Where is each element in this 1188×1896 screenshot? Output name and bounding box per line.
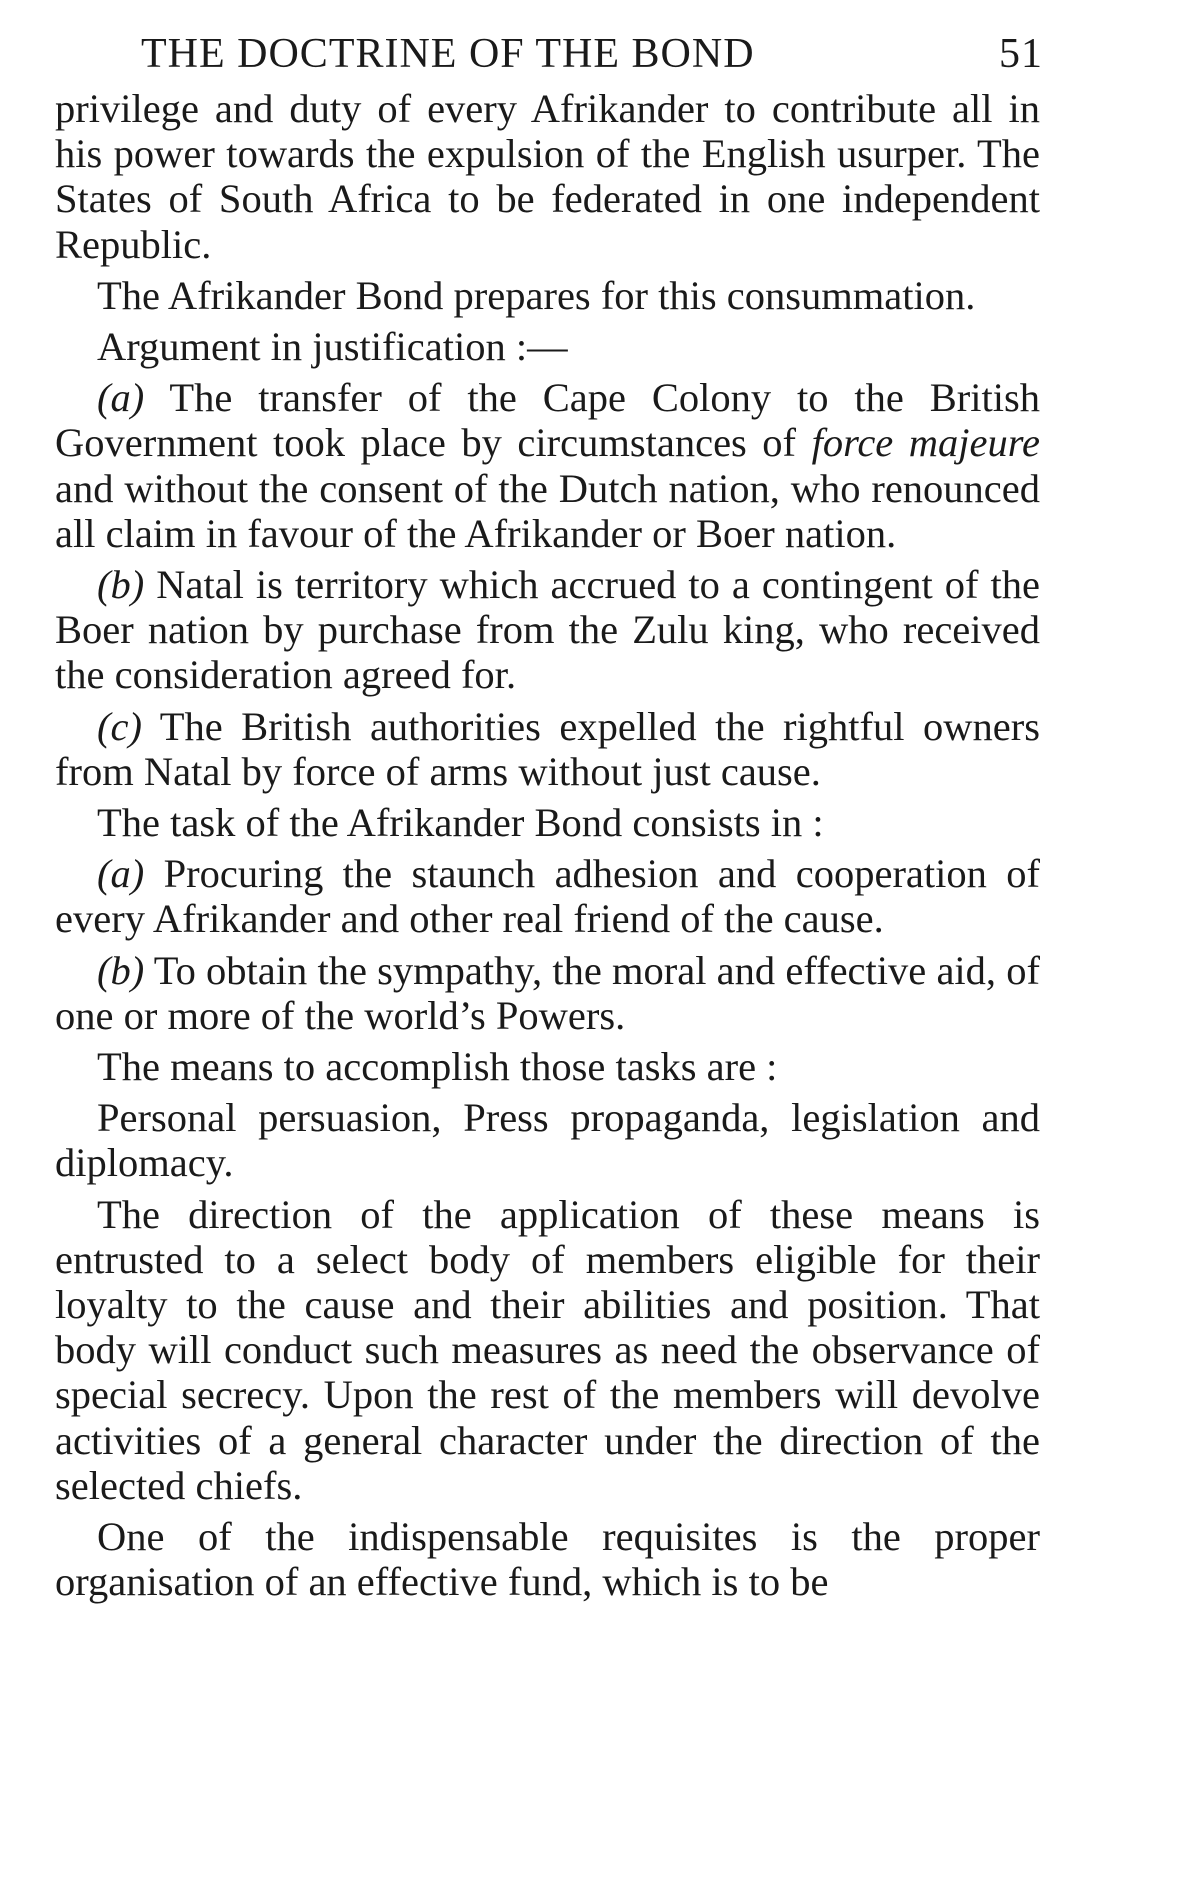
item-marker: (b) xyxy=(97,947,145,993)
argument-item-c xyxy=(55,704,1040,794)
task-item-a xyxy=(55,851,1040,941)
task-item-b xyxy=(55,948,1040,1038)
paragraph-direction: The direction of the application of these means is entrusted to a select body of members eligible for their loyalty to the cause and their abilities and position. That body will conduct such measures as need the observance of special secrecy. Upon the rest of the members will devolve activities of a general character under the direction of the selected chiefs. xyxy=(55,1191,1040,1508)
paragraph-task-intro: The task of the Afrikander Bond consists in : xyxy=(97,800,824,846)
task-a-text: Procuring the staunch adhesion and cooperation of every Afrikander and other real friend of the cause. xyxy=(55,851,1040,942)
running-title: THE DOCTRINE OF THE BOND xyxy=(141,31,755,77)
paragraph-means-intro: The means to accomplish those tasks are : xyxy=(97,1044,778,1090)
argument-b-text: Natal is territory which accrued to a contingent of the Boer nation by purchase from the Zulu king, who received the consideration agreed for. xyxy=(55,562,1040,698)
page-number: 51 xyxy=(999,31,1043,77)
body-text xyxy=(55,86,1040,1605)
paragraph-prepares: The Afrikander Bond prepares for this consummation. xyxy=(97,272,976,318)
running-head xyxy=(55,30,1043,86)
paragraph-argument-intro: Argument in justification :— xyxy=(97,324,568,370)
argument-a-text-after: and without the consent of the Dutch nation, who renounced all claim in favour of the Afrikander or Boer nation. xyxy=(55,465,1040,556)
italic-phrase: force majeure xyxy=(811,420,1040,466)
argument-item-a xyxy=(55,375,1040,556)
book-page xyxy=(55,30,1043,1611)
task-b-text: To obtain the sympathy, the moral and effective aid, of one or more of the world’s Powers. xyxy=(55,947,1040,1038)
item-marker: (c) xyxy=(97,703,142,749)
argument-item-b xyxy=(55,562,1040,698)
item-marker: (b) xyxy=(97,562,145,608)
item-marker: (a) xyxy=(97,851,145,897)
paragraph-continuation: privilege and duty of every Afrikander to contribute all in his power towards the expulsion of the English usurper. The States of South Africa to be federated in one independent Republic. xyxy=(55,86,1040,267)
argument-c-text: The British authorities expelled the rightful owners from Natal by force of arms without just cause. xyxy=(55,703,1040,794)
argument-a-text-before: The transfer of the Cape Colony to the British Government took place by circumstances of xyxy=(55,375,1040,466)
paragraph-fund: One of the indispensable requisites is the proper organisation of an effective fund, which is to be xyxy=(55,1514,1040,1605)
item-marker: (a) xyxy=(97,375,145,421)
paragraph-means-list: Personal persuasion, Press propaganda, legislation and diplomacy. xyxy=(55,1095,1040,1186)
